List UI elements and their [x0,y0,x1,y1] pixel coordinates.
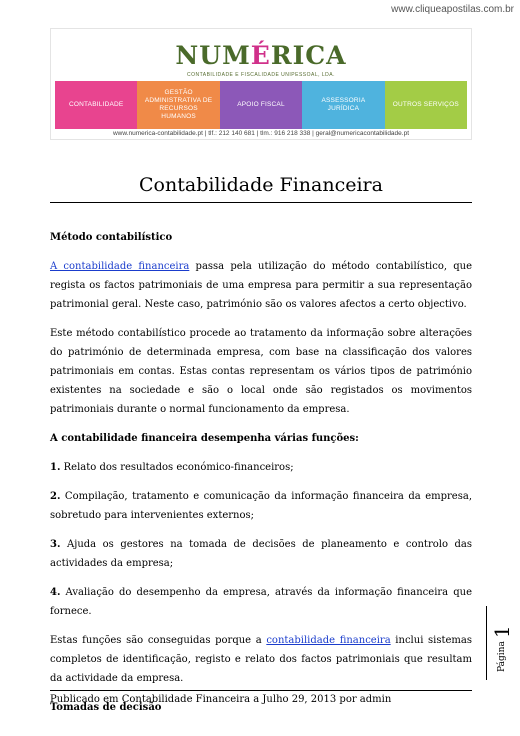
contact-line: www.numerica-contabilidade.pt | tlf.: 212 140 681 | tlm.: 916 218 338 | geral@numericacontabilidade.pt [112,130,410,137]
list-item [50,458,472,477]
service-tiles [55,81,467,129]
company-logo [51,41,471,70]
link-contabilidade-financeira-2[interactable]: contabilidade financeira [266,635,391,646]
paragraph-3-text-before: Estas funções são conseguidas porque a [50,635,267,646]
list-item-number: 2. [50,491,61,502]
list-item-number: 4. [50,587,61,598]
logo-text-prefix: NUM [175,41,251,70]
service-tile-apoio-fiscal: APOIO FISCAL [220,81,302,129]
list-item-number: 3. [50,539,61,550]
section-heading-funcoes: A contabilidade financeira desempenha várias funções: [50,433,359,444]
service-tile-outros-servicos: OUTROS SERVIÇOS [385,81,467,129]
list-item [50,583,472,621]
paragraph-2: Este método contabilístico procede ao tratamento da informação sobre alterações do património de determinada empresa, com base na classificação dos valores patrimoniais em contas. Estas contas representam os vários tipos de património existentes na sociedade e são o local onde são registados os movimentos patrimoniais durante o normal funcionamento da empresa. [50,328,472,415]
page-number-label: Página [497,641,507,672]
document-body [50,228,472,727]
page-number [490,625,514,672]
page-number-value: 1 [490,625,514,639]
paragraph-1 [50,257,472,314]
title-divider [50,202,472,203]
list-item [50,535,472,573]
list-item-text: Compilação, tratamento e comunicação da informação financeira da empresa, sobretudo para intervenientes externos; [50,491,472,521]
watermark-url: www.cliqueapostilas.com.br [391,4,514,15]
link-contabilidade-financeira[interactable]: A contabilidade financeira [50,261,190,272]
paragraph-3-text-after: inclui sistemas completos de identificação, registo e relato dos factos patrimoniais que resultam da actividade da empresa. [50,635,473,684]
list-item-text: Relato dos resultados económico-financeiros; [60,462,294,473]
list-item-number: 1. [50,462,61,473]
section-heading-decisao: Tomadas de decisão [50,702,162,713]
company-banner [50,28,472,140]
list-item-text: Ajuda os gestores na tomada de decisões de planeamento e controlo das actividades da empresa; [50,539,472,569]
list-item-text: Avaliação do desempenho da empresa, através da informação financeira que fornece. [50,587,472,617]
footer-divider [50,690,472,691]
footer-text: Publicado em Contabilidade Financeira a Julho 29, 2013 por admin [50,694,392,705]
paragraph-1-text: passa pela utilização do método contabilístico, que regista os factos patrimoniais de uma empresa para permitir a sua representação patrimonial geral. Neste caso, património são os valores afectos a certo objectivo. [50,261,472,310]
document-title: Contabilidade Financeira [139,174,383,196]
logo-text-suffix: RICA [270,41,347,70]
list-item [50,487,472,525]
logo-subtitle: CONTABILIDADE E FISCALIDADE UNIPESSOAL, LDA. [186,72,336,78]
service-tile-contabilidade: CONTABILIDADE [55,81,137,129]
paragraph-3 [50,631,472,688]
page-number-divider [486,606,487,680]
service-tile-gestao-rh: GESTÃO ADMINISTRATIVA DE RECURSOS HUMANOS [137,81,219,129]
logo-text-accent: É [250,41,271,70]
service-tile-assessoria-juridica: ASSESSORIA JURÍDICA [302,81,384,129]
section-heading-metodo: Método contabilístico [50,232,173,243]
